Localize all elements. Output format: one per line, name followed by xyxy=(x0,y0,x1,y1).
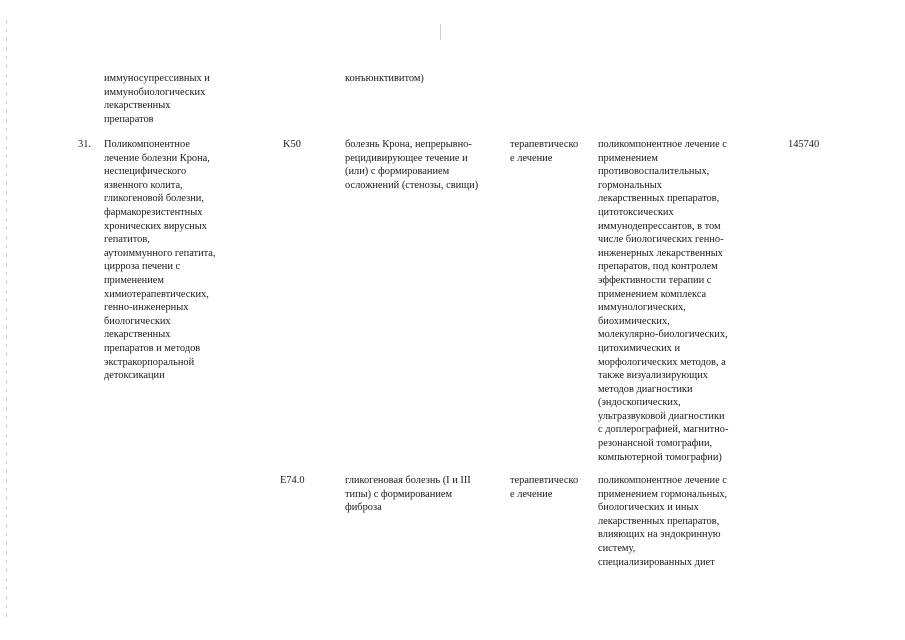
patient-model-cell: болезнь Крона, непрерывно- рецидивирующее течение и (или) с формированием осложнений (стенозы, свищи) xyxy=(345,139,479,191)
cost-cell: 145740 xyxy=(788,139,820,150)
icd-code-cell: E74.0 xyxy=(280,475,305,486)
row-number: 31. xyxy=(78,139,91,150)
patient-model-cell: гликогеновая болезнь (I и III типы) с формированием фиброза xyxy=(345,475,471,514)
treatment-name-cell: Поликомпонентное лечение болезни Крона, неспецифического язвенного колита, гликогеновой болезни, фармакорезистентных хронических вирусных гепатитов, аутоиммунного гепатита, цирроза печени с применением химиотерапевтических, генно-инженерных биологических лекарственных препаратов и методов экстракорпоральной детоксикации xyxy=(104,139,216,382)
treatment-type-cell: терапевтическо е лечение xyxy=(510,475,579,500)
continued-name-cell: иммуносупрессивных и иммунобиологических лекарственных препаратов xyxy=(104,73,210,125)
scan-edge-artifact xyxy=(6,20,7,620)
scan-mark xyxy=(440,24,441,40)
continued-model-cell: конъюнктивитом) xyxy=(345,73,424,84)
treatment-method-cell: поликомпонентное лечение с применением гормональных, биологических и иных лекарственных препаратов, влияющих на эндокринную систему, специализированных диет xyxy=(598,475,728,568)
treatment-type-cell: терапевтическо е лечение xyxy=(510,139,579,164)
icd-code-cell: K50 xyxy=(283,139,301,150)
treatment-method-cell: поликомпонентное лечение с применением противовоспалительных, гормональных лекарственных препаратов, цитотоксических иммунодепрессантов, в том числе биологических генно- инженерных лекарственных препаратов, под контролем эффективности терапии с применением комплекса иммунологических, биохимических, молекулярно-биологических, цитохимических и морфологических методов, а также визуализирующих методов диагностики (эндоскопических, ультразвуковой диагностики с доплерографией, магнитно- резонансной томографии, компьютерной томографии) xyxy=(598,139,729,463)
